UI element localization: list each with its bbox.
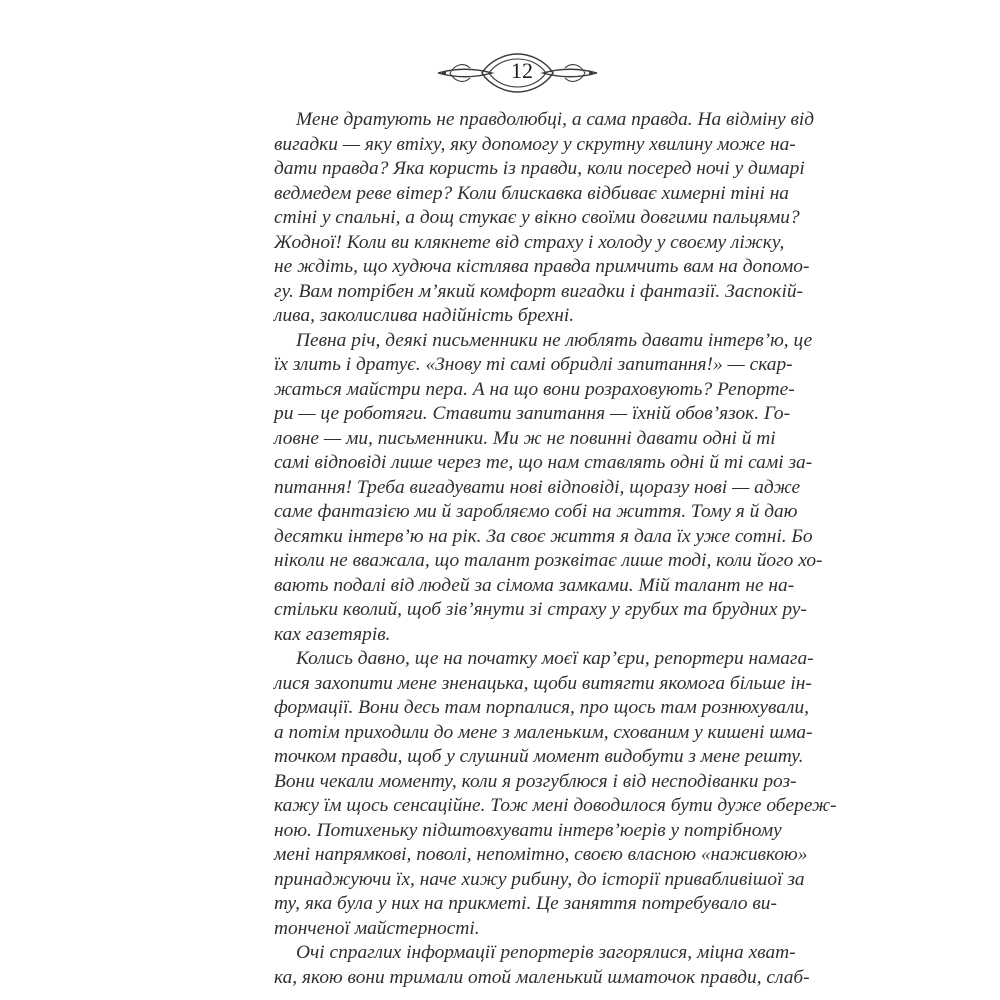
text-line: ніколи не вважала, що талант розквітає лише тоді, коли його хо-	[274, 550, 823, 571]
page-number: 12	[511, 58, 533, 83]
text-line: тонченої майстерності.	[274, 917, 480, 939]
text-line: вають подалі від людей за сімома замками. Мій талант не на-	[274, 574, 795, 596]
text-line: стіні у спальні, а дощ стукає у вікно своїми довгими пальцями?	[274, 207, 800, 228]
paragraph-2	[274, 329, 823, 648]
text-line: ною. Потихеньку підштовхувати інтерв’юерів у потрібному	[274, 819, 782, 841]
text-line: а потім приходили до мене з маленьким, схованим у кишені шма-	[274, 721, 813, 743]
paragraph-3	[274, 647, 837, 941]
text-line: Колись давно, ще на початку моєї кар’єри, репортери намага-	[296, 648, 814, 669]
body-text	[274, 108, 837, 990]
text-line: самі відповіді лише через те, що нам ставлять одні й ті самі за-	[274, 452, 813, 473]
text-line: жаться майстри пера. А на що вони розраховують? Репортe-	[274, 378, 795, 400]
text-line: принаджуючи їх, наче хижу рибину, до історії привабливішої за	[274, 868, 805, 890]
text-line: лива, заколислива надійність брехні.	[274, 305, 575, 326]
text-line: десятки інтерв’ю на рік. За своє життя я дала їх уже сотні. Бо	[274, 525, 813, 547]
text-line: кажу їм щось сенсаційне. Тож мені доводилося бути дуже обереж-	[274, 795, 837, 816]
text-line: питання! Треба вигадувати нові відповіді, щоразу нові — адже	[274, 476, 801, 498]
text-line: Мене дратують не правдолюбці, а сама правда. На відміну від	[296, 109, 815, 130]
text-line: ри — це роботяги. Ставити запитання — їхній обов’язок. Го-	[274, 403, 791, 424]
text-line: Жодної! Коли ви клякнете від страху і холоду у своєму ліжку,	[274, 231, 785, 253]
text-line: ловне — ми, письменники. Ми ж не повинні давати одні й ті	[274, 427, 776, 449]
text-line: Певна річ, деякі письменники не люблять давати інтерв’ю, це	[296, 329, 813, 351]
paragraph-4	[274, 941, 810, 990]
text-line: ведмедем реве вітер? Коли блискавка відбиває химерні тіні на	[274, 182, 790, 204]
text-line: вигадки — яку втіху, яку допомогу у скрутну хвилину може на-	[274, 133, 796, 155]
text-line: Очі спраглих інформації репортерів загорялися, міцна хват-	[296, 942, 796, 963]
text-line: не ждіть, що худюча кістлява правда примчить вам на допомо-	[274, 256, 810, 277]
text-line: точком правди, щоб у слушний момент видобути з мене решту.	[274, 746, 804, 767]
text-line: мені напрямкові, поволі, непомітно, своєю власною «наживкою»	[274, 844, 808, 865]
text-line: формації. Вони десь там порпалися, про щось там рознюхували,	[274, 697, 809, 718]
text-line: саме фантазією ми й заробляємо собі на життя. Тому я й даю	[274, 501, 798, 522]
text-line: лися захопити мене зненацька, щоби витягти якомога більше ін-	[274, 672, 812, 694]
text-line: дати правда? Яка користь із правди, коли посеред ночі у димарі	[274, 158, 805, 179]
paragraph-1	[274, 108, 815, 329]
text-line: гу. Вам потрібен м’який комфорт вигадки і фантазії. Заспокій-	[274, 280, 804, 302]
text-line: Вони чекали моменту, коли я розгублюся і від несподіванки роз-	[274, 770, 797, 792]
text-line: ках газетярів.	[274, 623, 391, 645]
text-line: ка, якою вони тримали отой маленький шматочок правди, слаб-	[274, 966, 810, 988]
text-line: стільки кволий, щоб зів’янути зі страху у грубих та брудних ру-	[274, 599, 807, 620]
text-line: їх злить і дратує. «Знову ті самі обридлі запитання!» — скар-	[274, 354, 793, 375]
text-line: ту, яка була у них на прикметі. Це заняття потребувало ви-	[274, 893, 777, 914]
